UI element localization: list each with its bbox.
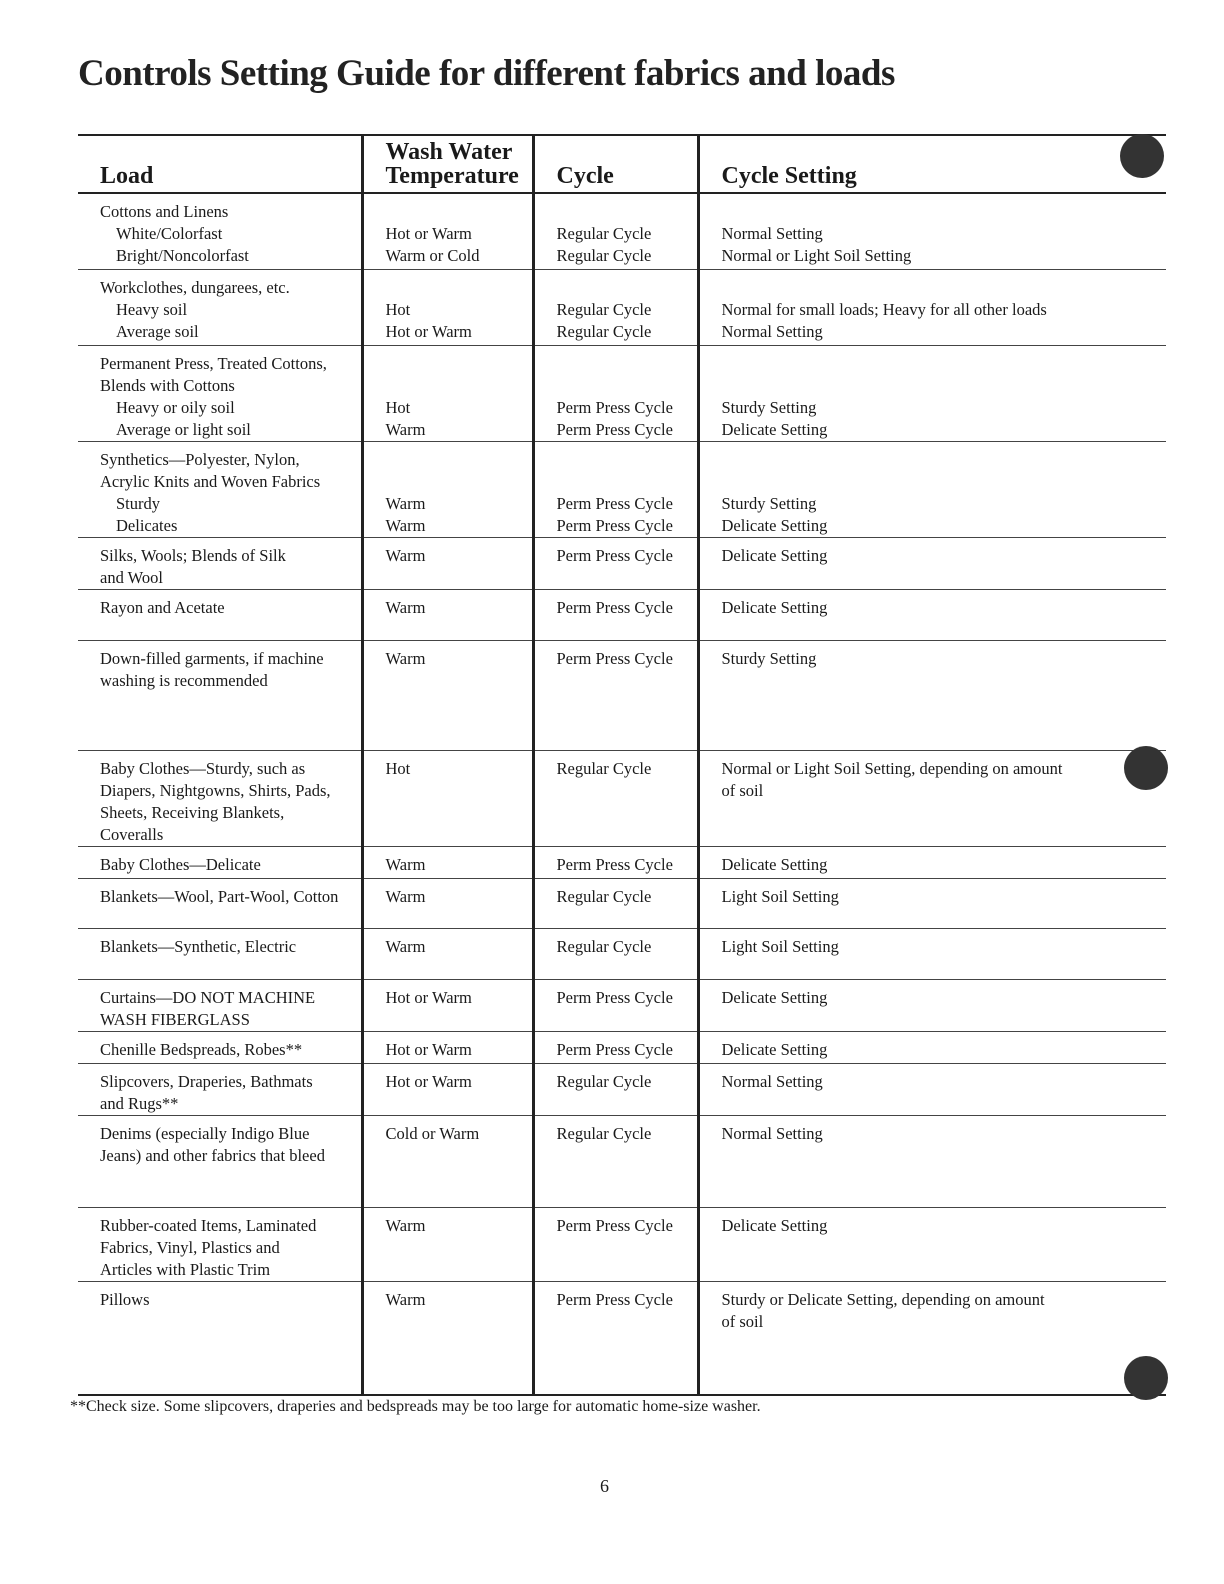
setting-text: Delicate Setting (721, 515, 828, 535)
table-row (78, 1115, 1166, 1207)
temp-cell (362, 640, 533, 750)
cycle-text: Perm Press Cycle (556, 515, 673, 535)
temp-cell (362, 750, 533, 846)
setting-cell (698, 979, 1166, 1031)
load-text: Fabrics, Vinyl, Plastics and (100, 1237, 280, 1257)
setting-cell (698, 537, 1166, 589)
load-text: Slipcovers, Draperies, Bathmats (100, 1071, 313, 1091)
temp-cell (362, 878, 533, 928)
load-text: and Rugs** (100, 1093, 179, 1113)
load-cell (78, 1115, 362, 1207)
load-text: Silks, Wools; Blends of Silk (100, 545, 286, 565)
table-row (78, 1207, 1166, 1281)
temp-text: Warm (385, 597, 426, 617)
cycle-text (557, 449, 697, 471)
setting-text: Delicate Setting (721, 1215, 828, 1235)
cycle-text: Regular Cycle (556, 321, 652, 341)
temp-text: Warm (385, 648, 426, 668)
temp-text (386, 353, 532, 375)
load-text: Permanent Press, Treated Cottons, (100, 353, 327, 373)
cycle-text (557, 471, 697, 493)
page-title: Controls Setting Guide for different fabrics and loads (78, 53, 895, 94)
load-cell (78, 441, 362, 537)
cycle-text: Regular Cycle (556, 1123, 652, 1143)
cycle-cell (533, 1281, 698, 1395)
table-row (78, 345, 1166, 441)
load-text: Synthetics—Polyester, Nylon, (100, 449, 300, 469)
table-row (78, 640, 1166, 750)
load-text: Chenille Bedspreads, Robes** (100, 1039, 303, 1059)
load-cell (78, 537, 362, 589)
cycle-text: Regular Cycle (556, 886, 652, 906)
cycle-text: Perm Press Cycle (556, 648, 673, 668)
load-text: Baby Clothes—Sturdy, such as (100, 758, 306, 778)
temp-cell (362, 1031, 533, 1063)
load-text: Pillows (100, 1289, 150, 1309)
cycle-text (557, 375, 697, 397)
load-text: Delicates (116, 515, 178, 535)
cycle-cell (533, 193, 698, 269)
setting-cell (698, 1031, 1166, 1063)
load-text: Down-filled garments, if machine (100, 648, 324, 668)
load-text: Blankets—Synthetic, Electric (100, 936, 297, 956)
temp-text: Warm (385, 493, 426, 513)
table-row (78, 1063, 1166, 1115)
cycle-text: Regular Cycle (556, 758, 652, 778)
cycle-cell (533, 928, 698, 979)
load-cell (78, 878, 362, 928)
load-text: Rayon and Acetate (100, 597, 225, 617)
page-number: 6 (600, 1476, 609, 1496)
load-text: Heavy or oily soil (116, 397, 235, 417)
table-row (78, 1281, 1166, 1395)
temp-text: Warm (385, 419, 426, 439)
table-row (78, 878, 1166, 928)
load-text: Curtains—DO NOT MACHINE (100, 987, 316, 1007)
setting-cell (698, 928, 1166, 979)
cycle-text: Perm Press Cycle (556, 397, 673, 417)
temp-cell (362, 928, 533, 979)
temp-cell (362, 1115, 533, 1207)
temp-text (386, 201, 532, 223)
setting-cell (698, 640, 1166, 750)
cycle-text: Regular Cycle (556, 246, 652, 265)
temp-text: Hot (385, 299, 411, 319)
load-text: Articles with Plastic Trim (100, 1259, 271, 1279)
setting-cell (698, 1063, 1166, 1115)
header-load: Load (78, 135, 362, 193)
setting-text (722, 353, 1167, 375)
temp-text: Cold or Warm (385, 1123, 480, 1143)
cycle-text: Regular Cycle (556, 224, 652, 243)
load-cell (78, 640, 362, 750)
cycle-cell (533, 1063, 698, 1115)
cycle-text (557, 353, 697, 375)
temp-cell (362, 1063, 533, 1115)
temp-text (386, 277, 532, 299)
setting-cell (698, 193, 1166, 269)
setting-text: Sturdy or Delicate Setting, depending on amount (721, 1289, 1045, 1309)
table-row (78, 441, 1166, 537)
temp-text: Hot or Warm (385, 1071, 472, 1091)
cycle-cell (533, 345, 698, 441)
setting-cell (698, 846, 1166, 878)
setting-text: Normal for small loads; Heavy for all other loads (721, 299, 1047, 319)
cycle-text (557, 201, 697, 223)
binder-hole-mark (1124, 1356, 1168, 1400)
cycle-cell (533, 750, 698, 846)
cycle-cell (533, 846, 698, 878)
setting-cell (698, 1115, 1166, 1207)
temp-cell (362, 345, 533, 441)
setting-text: Delicate Setting (721, 1039, 828, 1059)
table-row (78, 589, 1166, 640)
header-cycle-setting: Cycle Setting (698, 135, 1166, 193)
setting-cell (698, 269, 1166, 345)
temp-text: Warm (385, 1289, 426, 1309)
load-text: Diapers, Nightgowns, Shirts, Pads, (100, 780, 331, 800)
cycle-text: Perm Press Cycle (556, 545, 673, 565)
temp-text (386, 375, 532, 397)
load-cell (78, 846, 362, 878)
cycle-cell (533, 1031, 698, 1063)
setting-text: Delicate Setting (721, 419, 828, 439)
setting-text: Delicate Setting (721, 987, 828, 1007)
header-wash-water-temperature: Wash Water Temperature (362, 135, 533, 193)
load-cell (78, 979, 362, 1031)
temp-cell (362, 589, 533, 640)
cycle-cell (533, 1115, 698, 1207)
setting-text (722, 277, 1167, 299)
temp-text: Hot or Warm (385, 987, 472, 1007)
binder-hole-mark (1120, 134, 1164, 178)
setting-text: Sturdy Setting (721, 397, 817, 417)
table-row (78, 846, 1166, 878)
temp-cell (362, 1281, 533, 1395)
cycle-cell (533, 589, 698, 640)
load-cell (78, 345, 362, 441)
setting-text: Normal Setting (721, 224, 823, 243)
setting-text: Normal Setting (721, 1071, 823, 1091)
setting-text: Sturdy Setting (721, 493, 817, 513)
table-row (78, 979, 1166, 1031)
setting-cell (698, 1281, 1166, 1395)
load-text: Blends with Cottons (100, 375, 235, 395)
load-text: Average or light soil (116, 419, 251, 439)
temp-cell (362, 269, 533, 345)
temp-cell (362, 1207, 533, 1281)
setting-text: Light Soil Setting (721, 886, 839, 906)
temp-text: Warm (385, 936, 426, 956)
cycle-text: Perm Press Cycle (556, 1289, 673, 1309)
load-text: Jeans) and other fabrics that bleed (100, 1145, 325, 1165)
temp-text: Hot or Warm (385, 224, 472, 243)
setting-text (722, 375, 1167, 397)
load-text: Sturdy (116, 493, 161, 513)
setting-cell (698, 345, 1166, 441)
cycle-text (557, 277, 697, 299)
setting-text (722, 201, 1167, 223)
temp-text (386, 471, 532, 493)
load-text: Cottons and Linens (100, 202, 229, 221)
setting-text: Normal or Light Soil Setting (721, 246, 912, 265)
temp-cell (362, 193, 533, 269)
table-row (78, 269, 1166, 345)
temp-text: Hot or Warm (385, 321, 472, 341)
load-text: washing is recommended (100, 670, 268, 690)
temp-cell (362, 441, 533, 537)
setting-cell (698, 750, 1166, 846)
binder-hole-mark (1124, 746, 1168, 790)
temp-cell (362, 846, 533, 878)
load-text: Denims (especially Indigo Blue (100, 1123, 310, 1143)
cycle-text: Regular Cycle (556, 299, 652, 319)
setting-text: Sturdy Setting (721, 648, 817, 668)
setting-text: Normal or Light Soil Setting, depending on amount (721, 758, 1063, 778)
table-row (78, 1031, 1166, 1063)
temp-text: Warm (385, 886, 426, 906)
setting-cell (698, 441, 1166, 537)
temp-cell (362, 979, 533, 1031)
cycle-cell (533, 269, 698, 345)
temp-text: Hot (385, 397, 411, 417)
load-cell (78, 750, 362, 846)
table-row (78, 928, 1166, 979)
load-cell (78, 193, 362, 269)
load-cell (78, 589, 362, 640)
temp-cell (362, 537, 533, 589)
cycle-text: Perm Press Cycle (556, 854, 673, 874)
load-text: Sheets, Receiving Blankets, (100, 802, 285, 822)
temp-text (386, 449, 532, 471)
header-cycle: Cycle (533, 135, 698, 193)
cycle-text: Perm Press Cycle (556, 1039, 673, 1059)
load-text: Rubber-coated Items, Laminated (100, 1215, 317, 1235)
controls-setting-table (78, 134, 1166, 1396)
setting-text: Light Soil Setting (721, 936, 839, 956)
temp-text: Hot or Warm (385, 1039, 472, 1059)
setting-cell (698, 1207, 1166, 1281)
load-cell (78, 1281, 362, 1395)
table-header-row (78, 135, 1166, 193)
load-cell (78, 1031, 362, 1063)
load-text: Blankets—Wool, Part-Wool, Cotton (100, 886, 339, 906)
setting-text: Delicate Setting (721, 597, 828, 617)
load-text: Workclothes, dungarees, etc. (100, 277, 290, 297)
table-row (78, 537, 1166, 589)
load-text: Average soil (116, 321, 199, 341)
cycle-cell (533, 979, 698, 1031)
cycle-text: Perm Press Cycle (556, 493, 673, 513)
load-cell (78, 269, 362, 345)
temp-text: Warm (385, 1215, 426, 1235)
load-text: Acrylic Knits and Woven Fabrics (100, 471, 321, 491)
cycle-text: Perm Press Cycle (556, 1215, 673, 1235)
cycle-text: Regular Cycle (556, 1071, 652, 1091)
setting-text: Delicate Setting (721, 854, 828, 874)
load-text: Coveralls (100, 824, 164, 844)
footnote: **Check size. Some slipcovers, draperies and bedspreads may be too large for automatic home-size washer. (70, 1398, 761, 1415)
cycle-text: Perm Press Cycle (556, 987, 673, 1007)
cycle-cell (533, 878, 698, 928)
setting-text: Delicate Setting (721, 545, 828, 565)
load-text: Bright/Noncolorfast (116, 246, 249, 265)
temp-text: Warm (385, 854, 426, 874)
temp-text: Warm (385, 515, 426, 535)
setting-cell (698, 878, 1166, 928)
cycle-text: Regular Cycle (556, 936, 652, 956)
setting-text: Normal Setting (721, 1123, 823, 1143)
load-cell (78, 928, 362, 979)
load-text: Baby Clothes—Delicate (100, 854, 261, 874)
setting-text: Normal Setting (721, 321, 823, 341)
table-row (78, 193, 1166, 269)
setting-text (722, 471, 1167, 493)
cycle-text: Perm Press Cycle (556, 597, 673, 617)
temp-text: Hot (385, 758, 411, 778)
load-text: and Wool (100, 567, 163, 587)
temp-text: Warm or Cold (385, 246, 480, 265)
cycle-cell (533, 441, 698, 537)
cycle-cell (533, 1207, 698, 1281)
cycle-cell (533, 537, 698, 589)
load-text: WASH FIBERGLASS (100, 1009, 250, 1029)
table-row (78, 750, 1166, 846)
setting-text: of soil (721, 780, 764, 800)
setting-text (722, 449, 1167, 471)
temp-text: Warm (385, 545, 426, 565)
load-cell (78, 1063, 362, 1115)
setting-text: of soil (721, 1311, 764, 1331)
load-text: Heavy soil (116, 299, 188, 319)
setting-cell (698, 589, 1166, 640)
load-cell (78, 1207, 362, 1281)
cycle-cell (533, 640, 698, 750)
load-text: White/Colorfast (116, 224, 223, 243)
cycle-text: Perm Press Cycle (556, 419, 673, 439)
